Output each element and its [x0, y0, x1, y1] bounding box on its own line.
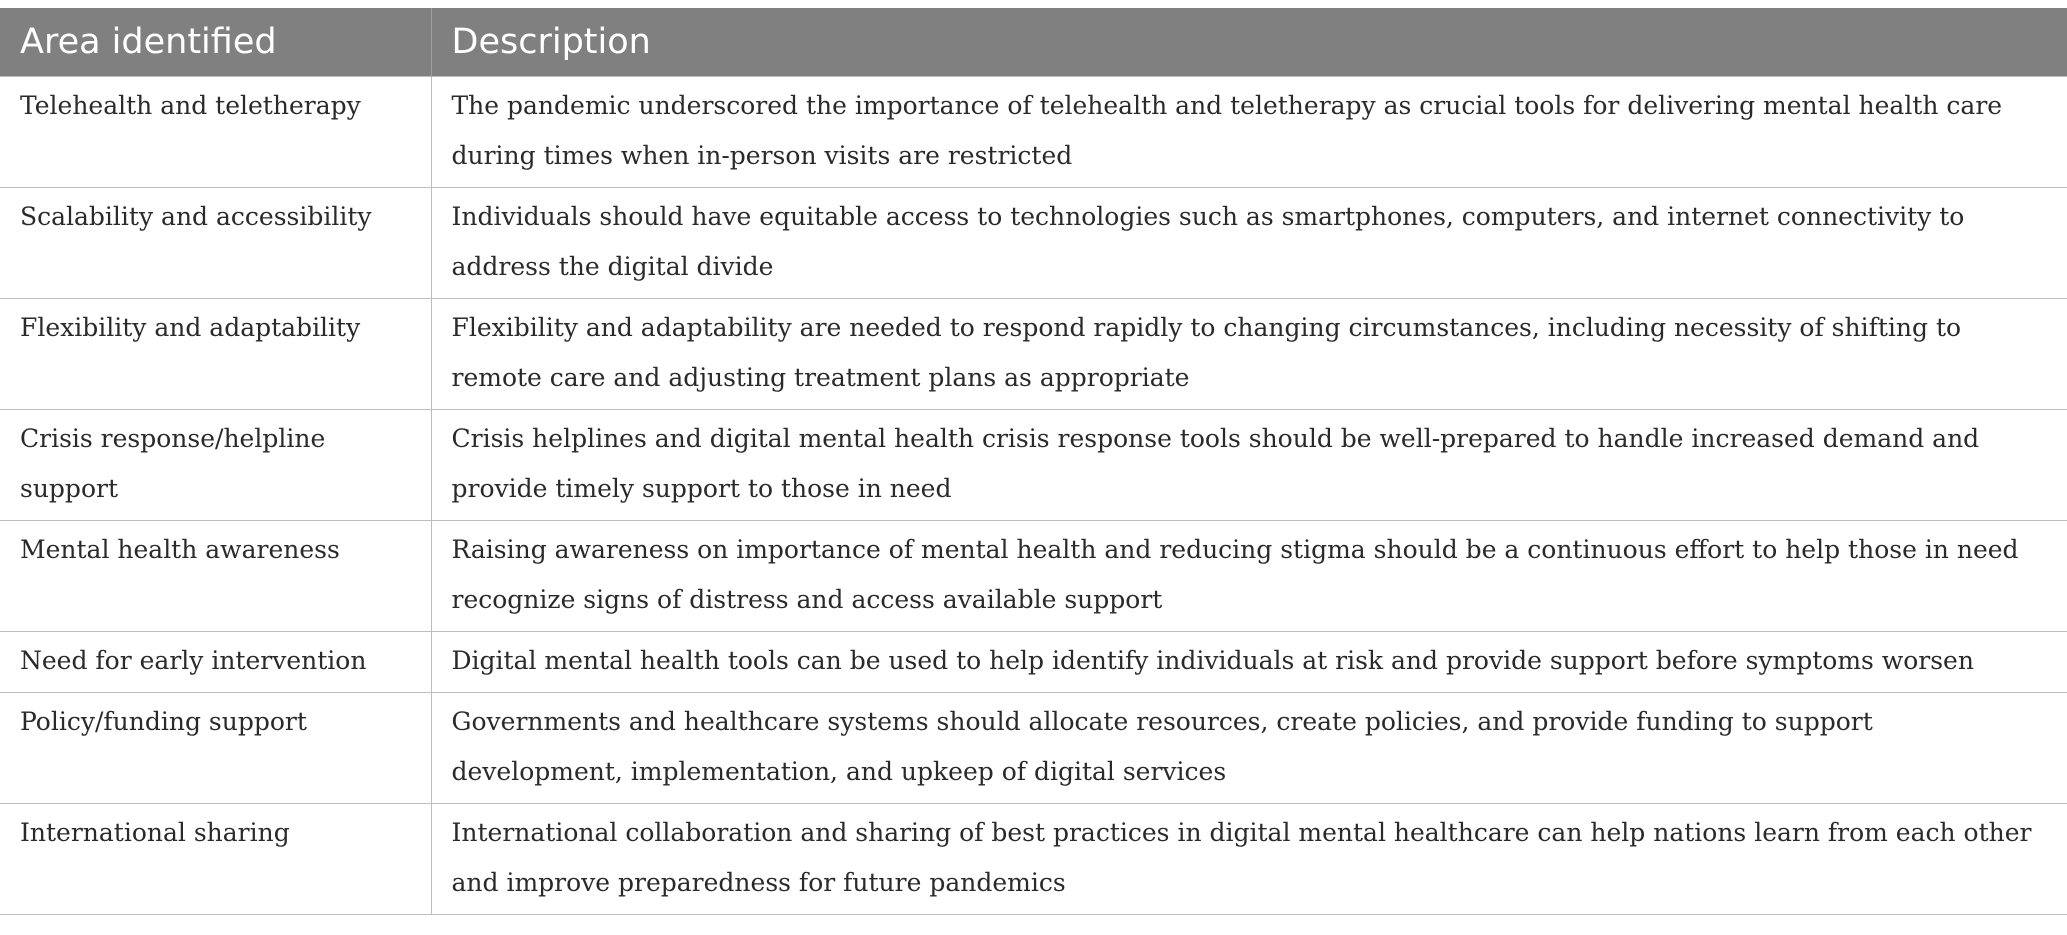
area-cell: International sharing	[0, 804, 431, 915]
header-area-identified: Area identified	[0, 8, 431, 77]
header-row	[0, 8, 2067, 77]
description-cell: Digital mental health tools can be used to help identify individuals at risk and provide support before symptoms worsen	[431, 632, 2067, 693]
description-cell: Crisis helplines and digital mental health crisis response tools should be well-prepared to handle increased demand and provide timely support to those in need	[431, 410, 2067, 521]
description-cell: Governments and healthcare systems should allocate resources, create policies, and provide funding to support development, implementation, and upkeep of digital services	[431, 693, 2067, 804]
areas-table-container	[0, 8, 2067, 915]
table-header	[0, 8, 2067, 77]
area-cell: Crisis response/helpline support	[0, 410, 431, 521]
area-cell: Flexibility and adaptability	[0, 299, 431, 410]
area-cell: Mental health awareness	[0, 521, 431, 632]
area-cell: Scalability and accessibility	[0, 188, 431, 299]
table-row	[0, 188, 2067, 299]
description-cell: The pandemic underscored the importance of telehealth and teletherapy as crucial tools for delivering mental health care during times when in-person visits are restricted	[431, 77, 2067, 188]
table-row	[0, 804, 2067, 915]
table-row	[0, 693, 2067, 804]
description-cell: International collaboration and sharing of best practices in digital mental healthcare can help nations learn from each other and improve preparedness for future pandemics	[431, 804, 2067, 915]
areas-table	[0, 8, 2067, 915]
table-row	[0, 77, 2067, 188]
description-cell: Raising awareness on importance of mental health and reducing stigma should be a continuous effort to help those in need recognize signs of distress and access available support	[431, 521, 2067, 632]
description-cell: Flexibility and adaptability are needed to respond rapidly to changing circumstances, including necessity of shifting to remote care and adjusting treatment plans as appropriate	[431, 299, 2067, 410]
header-description: Description	[431, 8, 2067, 77]
description-cell: Individuals should have equitable access to technologies such as smartphones, computers, and internet connectivity to address the digital divide	[431, 188, 2067, 299]
table-row	[0, 299, 2067, 410]
table-row	[0, 521, 2067, 632]
area-cell: Need for early intervention	[0, 632, 431, 693]
table-row	[0, 632, 2067, 693]
table-row	[0, 410, 2067, 521]
table-body	[0, 77, 2067, 915]
area-cell: Policy/funding support	[0, 693, 431, 804]
area-cell: Telehealth and teletherapy	[0, 77, 431, 188]
